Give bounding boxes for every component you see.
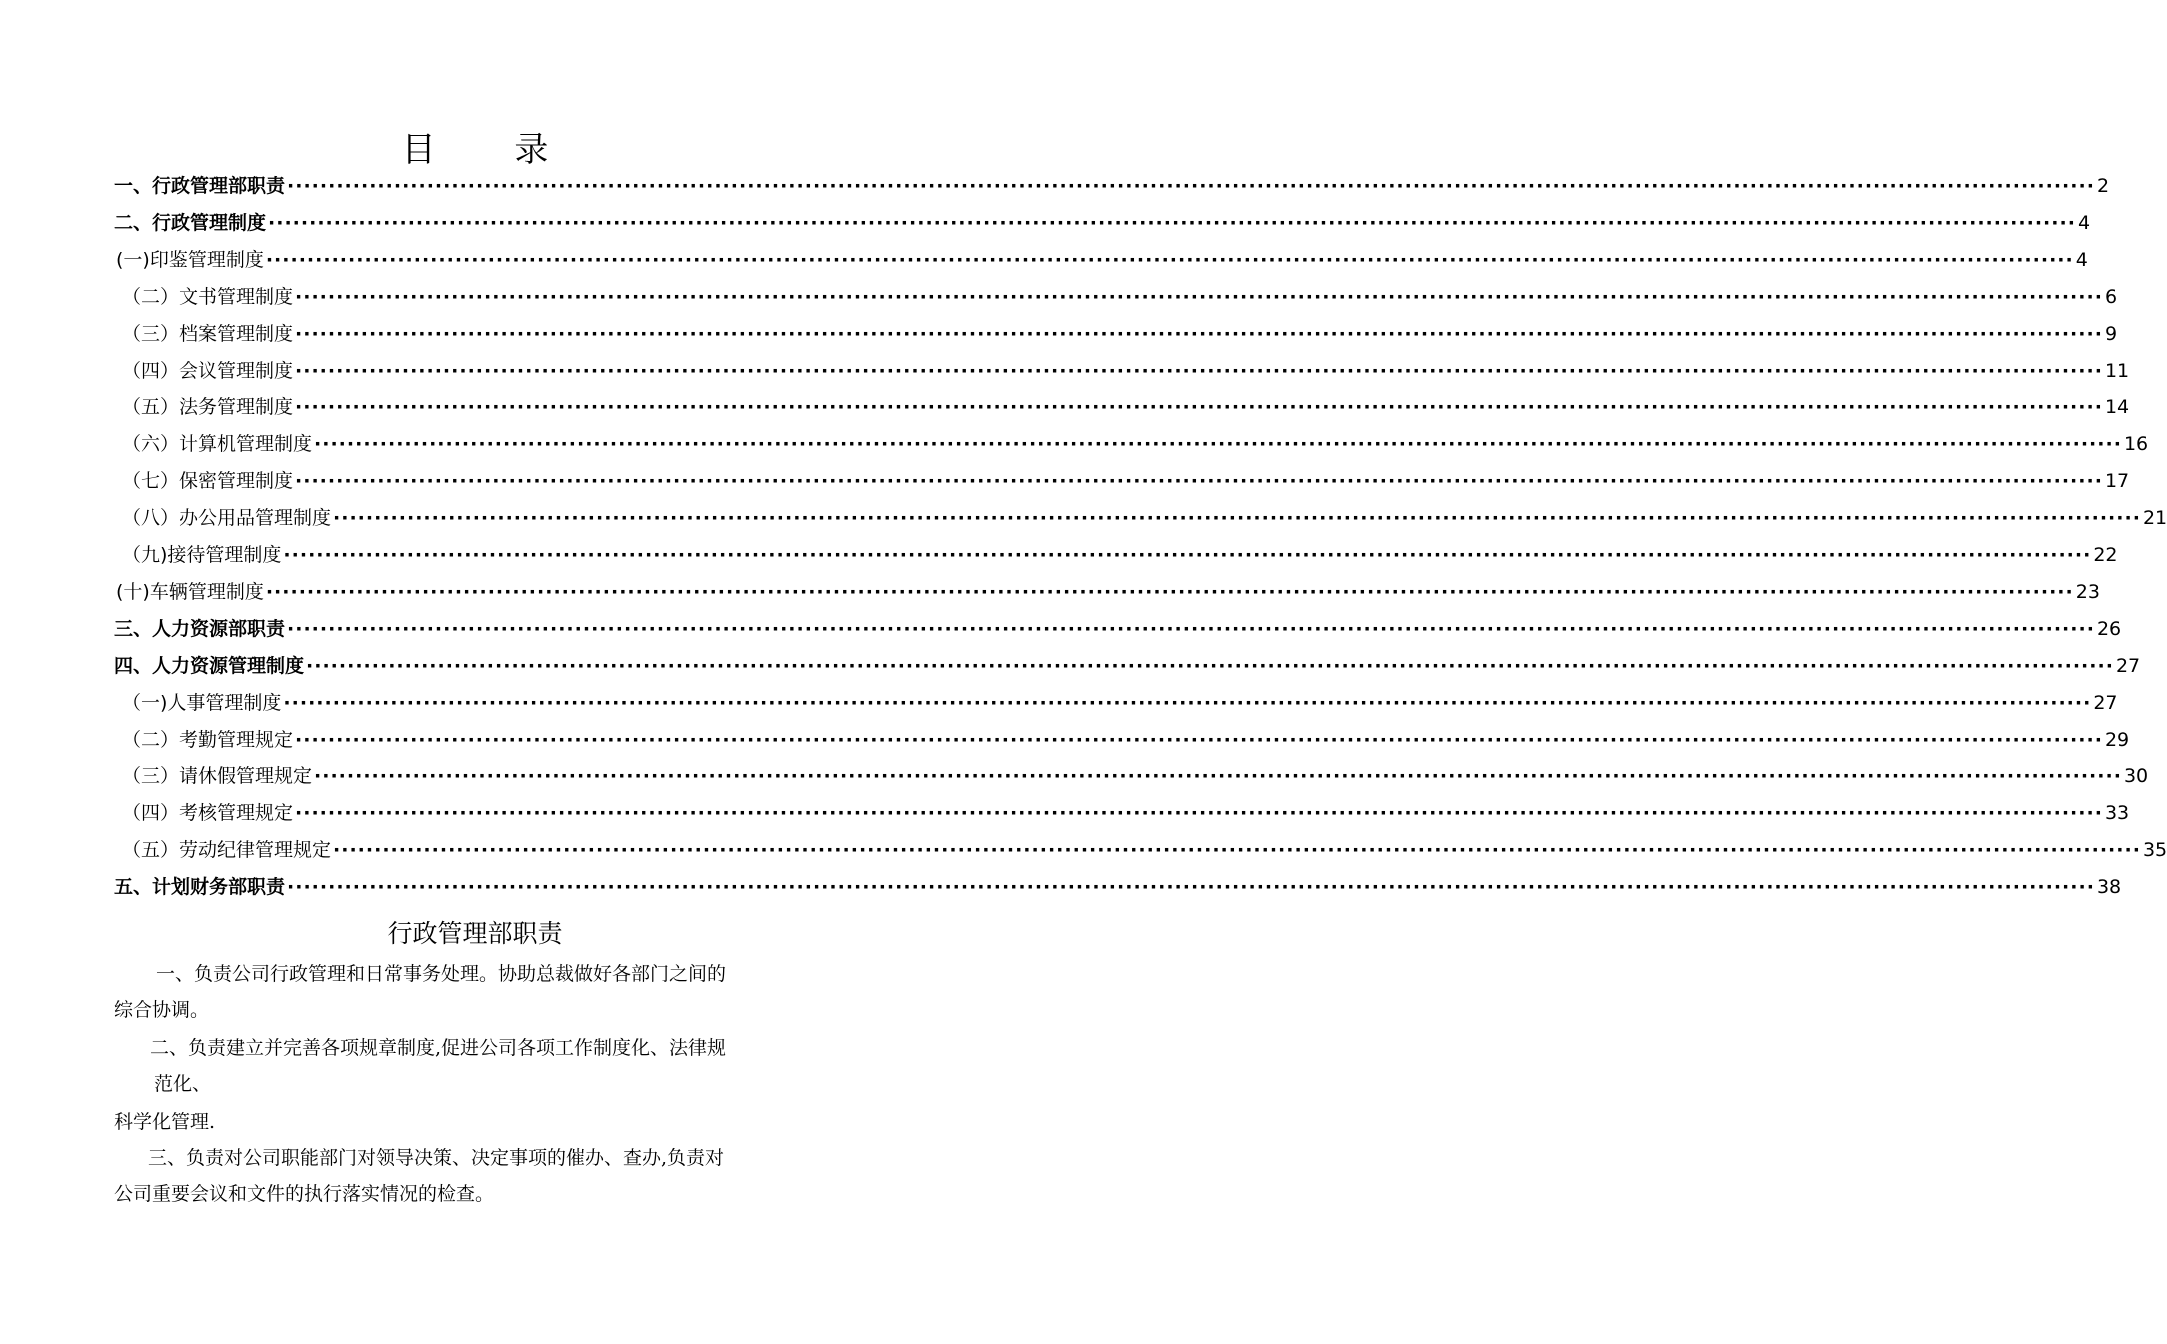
toc-entry-page: 30 [2123, 765, 2149, 788]
toc-entry[interactable] [122, 502, 2167, 534]
toc-entry-page: 38 [2096, 876, 2122, 899]
toc-dot-leader: ···························································································································································································································· [295, 396, 2103, 419]
toc-entry-page: 23 [2075, 580, 2100, 603]
toc-entry[interactable] [122, 318, 2118, 350]
paragraph-line: 二、负责建立并完善各项规章制度,促进公司各项工作制度化、法律规 [150, 1037, 727, 1059]
toc-entry[interactable] [122, 391, 2130, 423]
toc-entry-label: （二）文书管理制度 [122, 285, 294, 308]
toc-entry[interactable] [122, 724, 2130, 756]
toc-dot-leader: ···························································································································································································································· [265, 580, 2074, 603]
toc-entry[interactable] [114, 207, 2091, 239]
toc-entry-label: （四）考核管理规定 [122, 802, 294, 825]
toc-entry-label: （四）会议管理制度 [122, 359, 294, 382]
toc-entry-label: （二）考勤管理规定 [122, 728, 294, 751]
toc-entry-page: 9 [2104, 322, 2118, 345]
toc-entry-page: 35 [2142, 839, 2167, 862]
toc-entry-label: （九)接待管理制度 [122, 544, 282, 566]
toc-entry[interactable] [114, 170, 2110, 202]
toc-entry[interactable] [114, 871, 2122, 903]
toc-entry[interactable] [122, 539, 2118, 571]
toc-entry-page: 4 [2077, 211, 2091, 234]
toc-entry[interactable] [114, 650, 2141, 682]
paragraph-line: 一、负责公司行政管理和日常事务处理。协助总裁做好各部门之间的 [156, 963, 727, 985]
toc-entry-page: 14 [2104, 396, 2130, 419]
toc-dot-leader: ···························································································································································································································· [295, 322, 2103, 345]
toc-entry-label: (十)车辆管理制度 [116, 580, 264, 603]
toc-entry-page: 22 [2093, 544, 2118, 566]
toc-entry[interactable] [122, 687, 2118, 719]
toc-entry-label: 二、行政管理制度 [114, 211, 267, 234]
toc-entry-page: 26 [2096, 617, 2122, 640]
section-title: 行政管理部职责 [387, 919, 563, 948]
toc-entry[interactable] [122, 428, 2149, 460]
toc-entry-page: 27 [2115, 654, 2141, 677]
toc-entry-page: 11 [2104, 359, 2130, 382]
toc-entry[interactable] [122, 834, 2167, 866]
toc-title: 目 录 [401, 130, 583, 170]
toc-dot-leader: ···························································································································································································································· [314, 433, 2122, 456]
toc-dot-leader: ···························································································································································································································· [287, 617, 2095, 640]
toc-entry-label: （三）档案管理制度 [122, 322, 294, 345]
paragraph-line: 综合协调。 [114, 999, 210, 1021]
toc-entry[interactable] [122, 355, 2130, 387]
toc-entry[interactable] [122, 465, 2130, 497]
toc-entry-label: 一、行政管理部职责 [114, 175, 286, 197]
toc-dot-leader: ···························································································································································································································· [306, 654, 2114, 677]
toc-dot-leader: ···························································································································································································································· [295, 470, 2103, 493]
toc-entry[interactable] [122, 281, 2118, 313]
paragraph-line: 科学化管理. [114, 1111, 216, 1133]
toc-dot-leader: ···························································································································································································································· [295, 359, 2103, 382]
toc-entry-label: 三、人力资源部职责 [114, 617, 286, 640]
toc-dot-leader: ···························································································································································································································· [265, 248, 2074, 271]
toc-entry-page: 4 [2075, 248, 2088, 271]
toc-dot-leader: ···························································································································································································································· [333, 507, 2141, 530]
toc-dot-leader: ···························································································································································································································· [287, 175, 2095, 197]
toc-dot-leader: ···························································································································································································································· [333, 839, 2141, 862]
toc-dot-leader: ···························································································································································································································· [268, 211, 2076, 234]
toc-entry-label: （一)人事管理制度 [122, 691, 282, 714]
toc-entry-page: 17 [2104, 470, 2130, 493]
toc-dot-leader: ···························································································································································································································· [314, 765, 2122, 788]
toc-entry-label: （三）请休假管理规定 [122, 765, 313, 788]
toc-dot-leader: ···························································································································································································································· [295, 728, 2103, 751]
toc-dot-leader: ···························································································································································································································· [283, 691, 2092, 714]
paragraph-line: 三、负责对公司职能部门对领导决策、决定事项的催办、查办,负责对 [148, 1147, 725, 1169]
toc-entry[interactable] [116, 576, 2100, 608]
toc-entry-page: 2 [2096, 175, 2110, 197]
toc-entry-label: （七）保密管理制度 [122, 470, 294, 493]
toc-entry[interactable] [116, 244, 2088, 276]
paragraph-line: 公司重要会议和文件的执行落实情况的检查。 [114, 1183, 495, 1205]
toc-entry-label: （五）法务管理制度 [122, 396, 294, 419]
toc-entry-label: （六）计算机管理制度 [122, 433, 313, 456]
toc-entry-page: 16 [2123, 433, 2149, 456]
toc-entry-label: 五、计划财务部职责 [114, 876, 286, 899]
toc-dot-leader: ···························································································································································································································· [295, 802, 2103, 825]
toc-entry-label: 四、人力资源管理制度 [114, 654, 305, 677]
toc-entry[interactable] [122, 760, 2149, 792]
toc-entry-label: （五）劳动纪律管理规定 [122, 839, 332, 862]
toc-entry[interactable] [114, 613, 2122, 645]
toc-entry-label: (一)印鉴管理制度 [116, 248, 264, 271]
toc-dot-leader: ···························································································································································································································· [283, 544, 2092, 566]
toc-entry-page: 21 [2142, 507, 2167, 530]
toc-entry-page: 6 [2104, 285, 2118, 308]
paragraph-line: 范化、 [154, 1073, 212, 1095]
toc-entry[interactable] [122, 797, 2130, 829]
toc-entry-label: （八）办公用品管理制度 [122, 507, 332, 530]
toc-dot-leader: ···························································································································································································································· [295, 285, 2103, 308]
toc-entry-page: 33 [2104, 802, 2130, 825]
toc-entry-page: 29 [2104, 728, 2130, 751]
toc-entry-page: 27 [2093, 691, 2118, 714]
toc-dot-leader: ···························································································································································································································· [287, 876, 2095, 899]
